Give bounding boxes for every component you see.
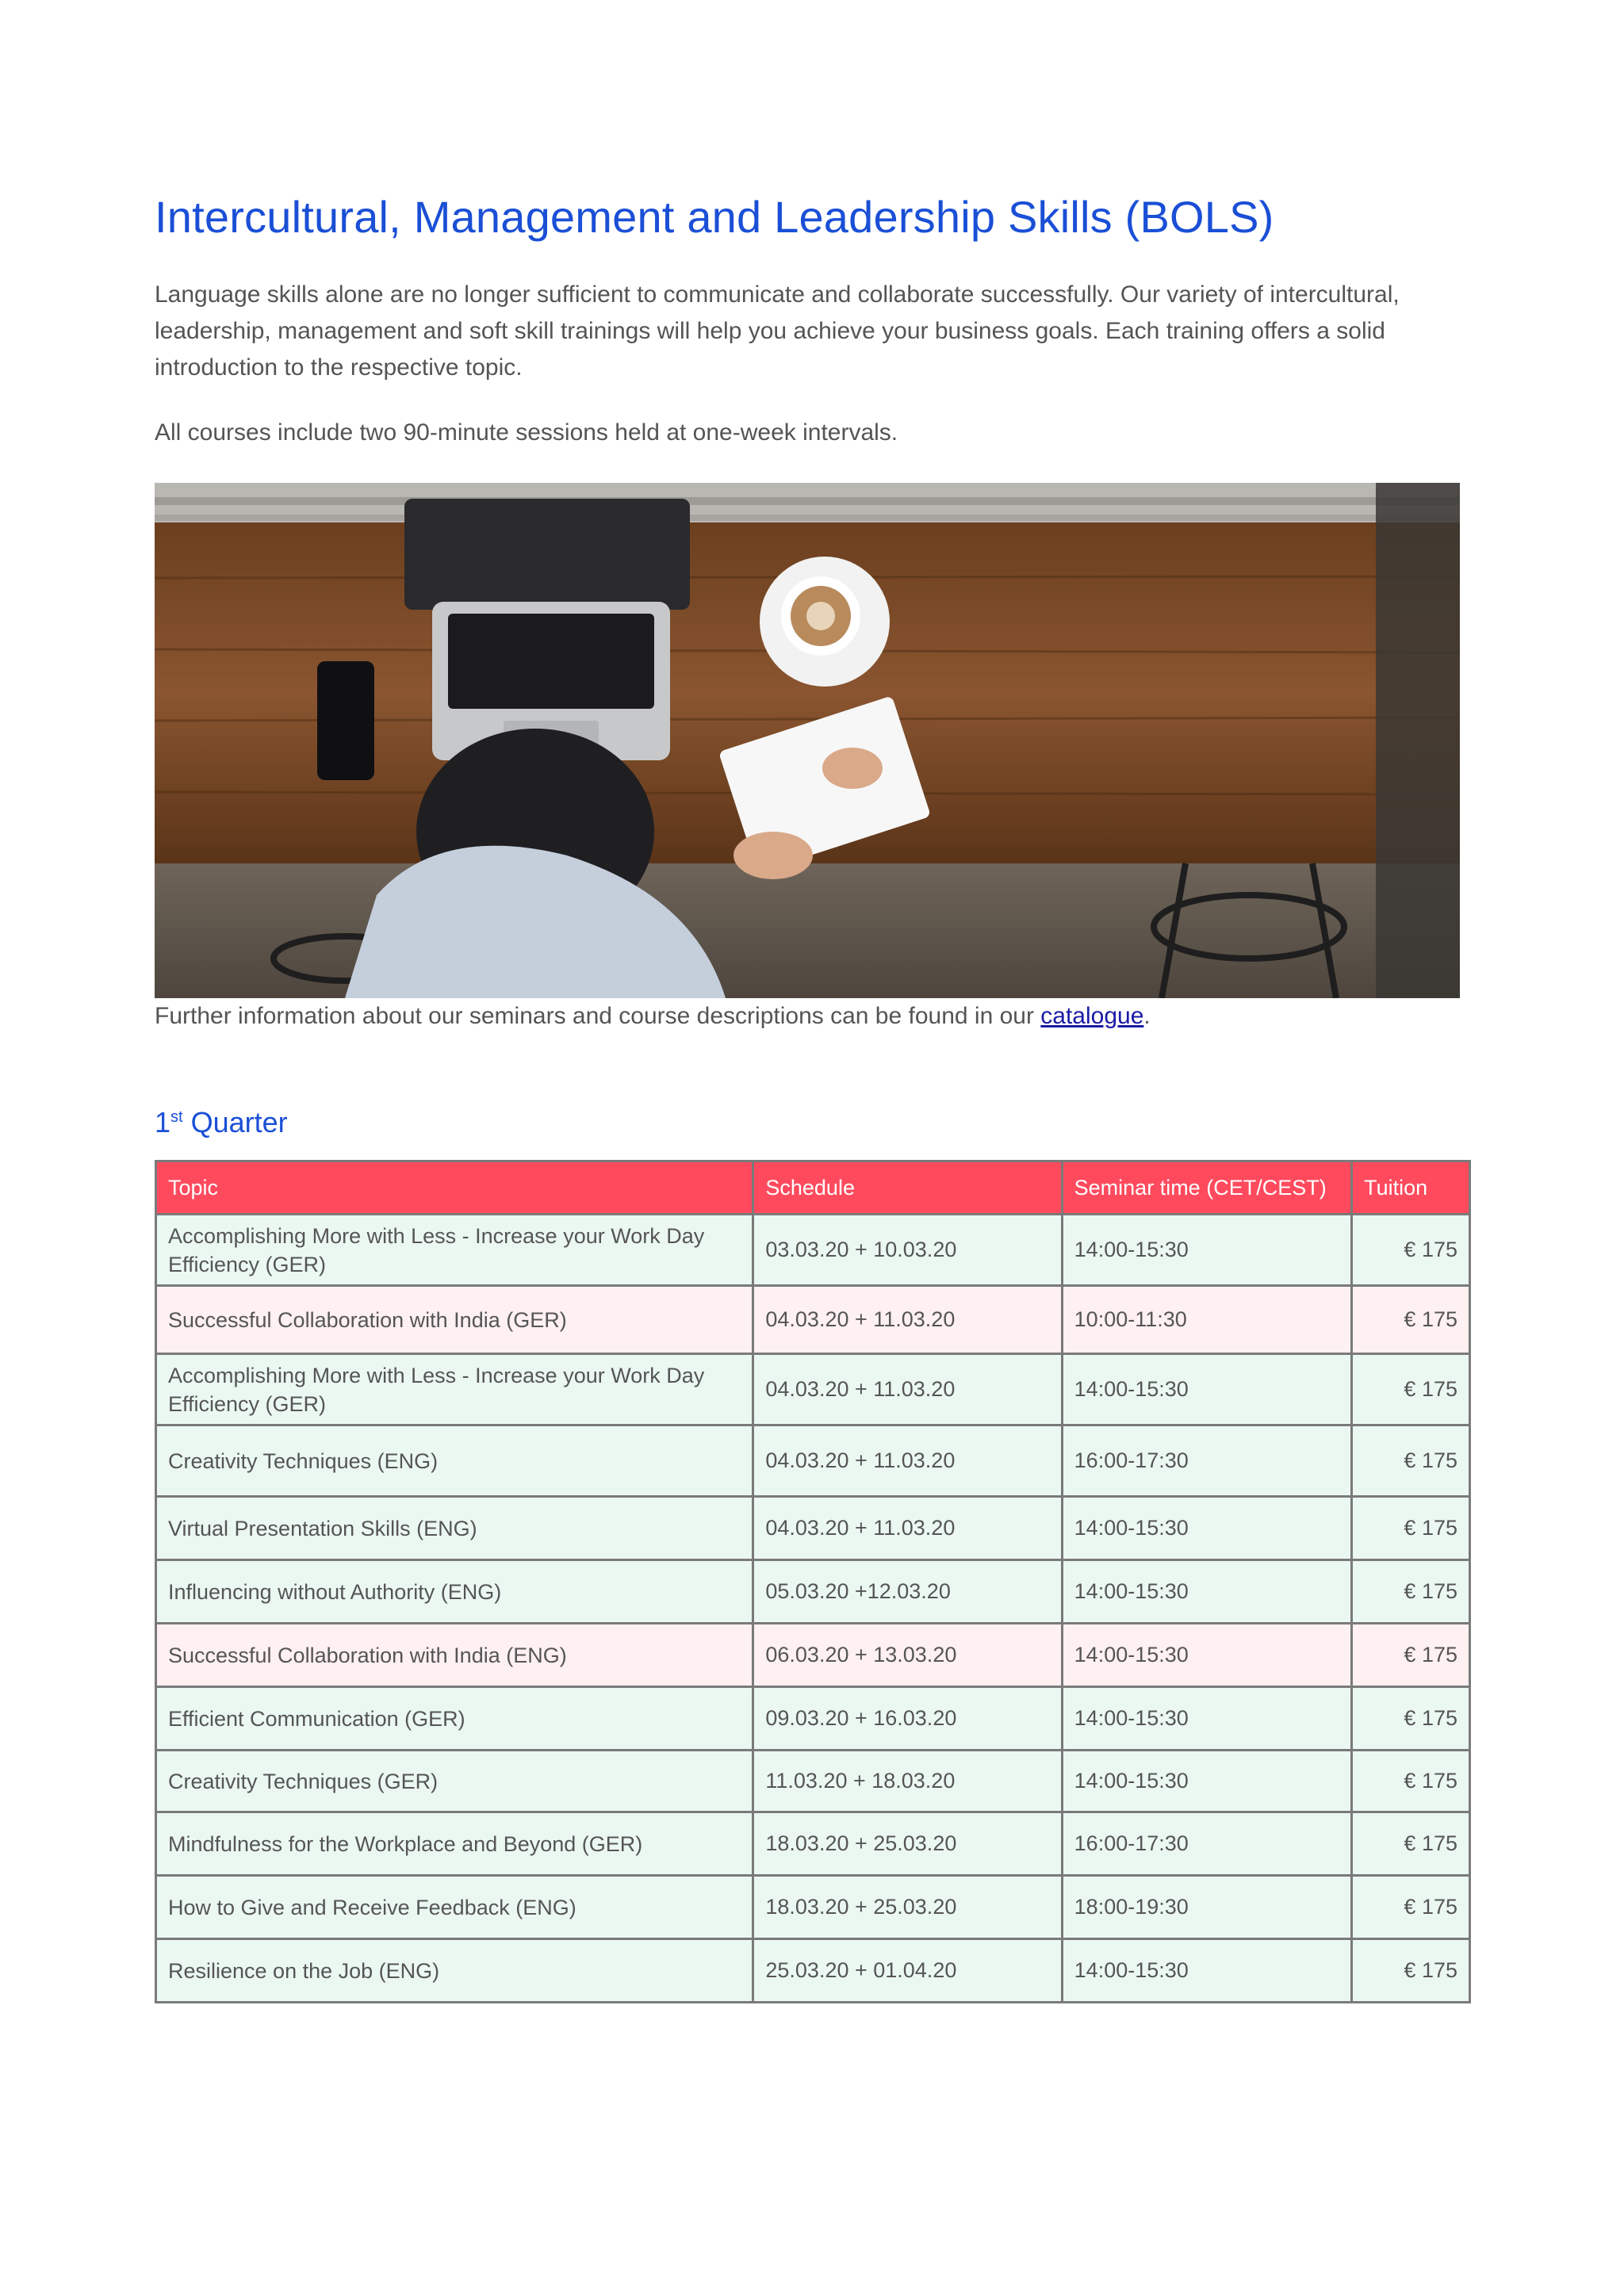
cell-topic: Virtual Presentation Skills (ENG) (156, 1497, 753, 1560)
cell-tuition: € 175 (1352, 1286, 1470, 1354)
cell-tuition: € 175 (1352, 1497, 1470, 1560)
table-row (156, 1497, 1470, 1560)
cell-tuition: € 175 (1352, 1939, 1470, 2003)
cell-schedule: 09.03.20 + 16.03.20 (753, 1687, 1062, 1751)
cell-tuition: € 175 (1352, 1560, 1470, 1624)
cell-topic: Successful Collaboration with India (GER) (156, 1286, 753, 1354)
cell-topic: Creativity Techniques (GER) (156, 1751, 753, 1812)
header-schedule: Schedule (753, 1161, 1062, 1215)
cell-tuition: € 175 (1352, 1812, 1470, 1876)
cell-schedule: 04.03.20 + 11.03.20 (753, 1354, 1062, 1425)
cell-tuition: € 175 (1352, 1687, 1470, 1751)
cell-seminar-time: 14:00-15:30 (1062, 1215, 1351, 1286)
cell-seminar-time: 18:00-19:30 (1062, 1876, 1351, 1939)
further-info-paragraph (155, 998, 1471, 1035)
cell-tuition: € 175 (1352, 1876, 1470, 1939)
quarter-number: 1 (155, 1106, 171, 1139)
cell-topic: Successful Collaboration with India (ENG) (156, 1624, 753, 1687)
cell-schedule: 11.03.20 + 18.03.20 (753, 1751, 1062, 1812)
cell-seminar-time: 14:00-15:30 (1062, 1354, 1351, 1425)
table-row (156, 1624, 1470, 1687)
table-row (156, 1286, 1470, 1354)
table-row (156, 1425, 1470, 1497)
workspace-photo (155, 483, 1460, 998)
quarter-suffix: st (170, 1108, 183, 1127)
cell-tuition: € 175 (1352, 1425, 1470, 1497)
cell-schedule: 18.03.20 + 25.03.20 (753, 1876, 1062, 1939)
table-row (156, 1354, 1470, 1425)
cell-seminar-time: 14:00-15:30 (1062, 1751, 1351, 1812)
table-row (156, 1939, 1470, 2003)
quarter-heading (155, 1106, 1471, 1139)
catalogue-link[interactable]: catalogue (1040, 1003, 1144, 1030)
seminar-schedule-table (155, 1160, 1471, 2003)
header-seminar-time: Seminar time (CET/CEST) (1062, 1161, 1351, 1215)
cell-schedule: 05.03.20 +12.03.20 (753, 1560, 1062, 1624)
further-info-end: . (1143, 1003, 1151, 1030)
cell-seminar-time: 16:00-17:30 (1062, 1425, 1351, 1497)
table-row (156, 1876, 1470, 1939)
cell-topic: Mindfulness for the Workplace and Beyond (GER) (156, 1812, 753, 1876)
cell-schedule: 25.03.20 + 01.04.20 (753, 1939, 1062, 2003)
quarter-label: Quarter (182, 1106, 288, 1139)
table-row (156, 1751, 1470, 1812)
intro-paragraph: Language skills alone are no longer sufficient to communicate and collaborate successfully. Our variety of intercultural, leadership, management and soft skill trainings will help you achieve your business goals. Each training offers a solid introduction to the respective topic. (155, 281, 1400, 381)
header-tuition: Tuition (1352, 1161, 1470, 1215)
cell-tuition: € 175 (1352, 1751, 1470, 1812)
cell-schedule: 03.03.20 + 10.03.20 (753, 1215, 1062, 1286)
cell-seminar-time: 14:00-15:30 (1062, 1624, 1351, 1687)
cell-tuition: € 175 (1352, 1215, 1470, 1286)
cell-seminar-time: 14:00-15:30 (1062, 1687, 1351, 1751)
cell-schedule: 18.03.20 + 25.03.20 (753, 1812, 1062, 1876)
cell-schedule: 04.03.20 + 11.03.20 (753, 1497, 1062, 1560)
table-row (156, 1687, 1470, 1751)
document-page (155, 190, 1471, 2003)
table-row (156, 1215, 1470, 1286)
cell-seminar-time: 14:00-15:30 (1062, 1560, 1351, 1624)
cell-schedule: 06.03.20 + 13.03.20 (753, 1624, 1062, 1687)
cell-topic: Influencing without Authority (ENG) (156, 1560, 753, 1624)
header-topic: Topic (156, 1161, 753, 1215)
page-title: Intercultural, Management and Leadership Skills (BOLS) (155, 192, 1274, 242)
cell-tuition: € 175 (1352, 1354, 1470, 1425)
cell-topic: Efficient Communication (GER) (156, 1687, 753, 1751)
cell-schedule: 04.03.20 + 11.03.20 (753, 1425, 1062, 1497)
table-row (156, 1812, 1470, 1876)
cell-topic: Accomplishing More with Less - Increase your Work Day Efficiency (GER) (156, 1215, 753, 1286)
cell-seminar-time: 10:00-11:30 (1062, 1286, 1351, 1354)
further-info-text: Further information about our seminars and course descriptions can be found in our (155, 1003, 1041, 1030)
cell-topic: Accomplishing More with Less - Increase your Work Day Efficiency (GER) (156, 1354, 753, 1425)
table-row (156, 1560, 1470, 1624)
cell-seminar-time: 14:00-15:30 (1062, 1939, 1351, 2003)
session-info-paragraph: All courses include two 90-minute sessions held at one-week intervals. (155, 419, 898, 446)
table-header-row (156, 1161, 1470, 1215)
cell-topic: How to Give and Receive Feedback (ENG) (156, 1876, 753, 1939)
cell-topic: Creativity Techniques (ENG) (156, 1425, 753, 1497)
cell-tuition: € 175 (1352, 1624, 1470, 1687)
cell-seminar-time: 14:00-15:30 (1062, 1497, 1351, 1560)
cell-topic: Resilience on the Job (ENG) (156, 1939, 753, 2003)
cell-seminar-time: 16:00-17:30 (1062, 1812, 1351, 1876)
cell-schedule: 04.03.20 + 11.03.20 (753, 1286, 1062, 1354)
